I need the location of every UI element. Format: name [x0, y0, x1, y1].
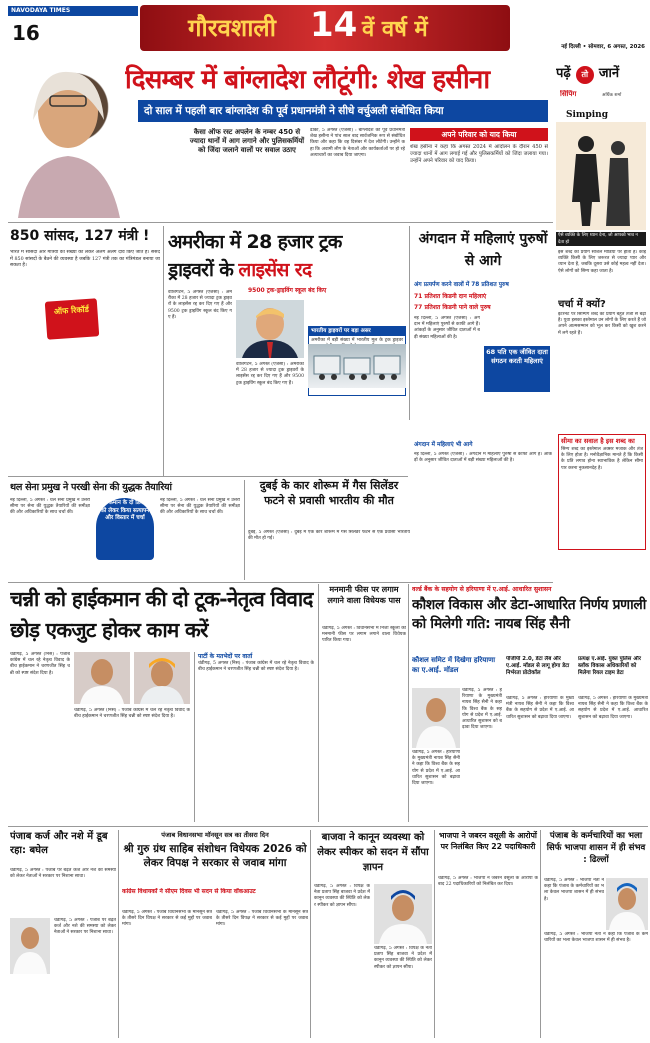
- sidebar-title: [556, 62, 648, 84]
- lead-body: ढाका, 5 अगस्त (एजेंसी) : बांग्लादेश की पूर्व प्रधानमंत्री शेख हसीना ने पांच साल बाद सार्वजनिक रूप से संबोधित किया और कहा कि वह दिसंबर में देश लौटेंगी। उन्होंने कहा कि अवामी लीग के नेताओं और कार्यकर्ताओं पर हो रहे अत्याचारों का जवाब दिया जाएगा।: [310, 128, 405, 158]
- skill-body: चंडीगढ़, 5 अगस्त : हरियाणा के मुख्यमंत्री नायब सिंह सैनी ने कहा कि विश्व बैंक के सहयोग से प्रदेश में ए.आई. आधारित सुशासन को बढ़ावा दिया जाएगा।: [462, 688, 502, 731]
- bajwa-headline: बाजवा ने कानून व्यवस्था को लेकर स्पीकर को सदन में सौंपा ज्ञापन: [317, 832, 429, 873]
- channi-headline: चन्नी को हाईकमान की दो टूक-नेतृत्व विवाद छोड़ एकजुट होकर काम करें: [10, 587, 313, 642]
- sidebar-title-b: जानें: [598, 66, 620, 81]
- us-headline-row2: [168, 256, 408, 284]
- thal-divider: [8, 476, 408, 477]
- mps-badge: [45, 298, 100, 340]
- emp-body-2: चंडीगढ़, 5 अगस्त : भाजपा नेता ने कहा कि पंजाब के कर्मचारियों का भला केवल भाजपा शासन में ही संभव है।: [544, 932, 648, 944]
- sidebar-title-a: पढ़ें: [556, 66, 571, 81]
- emp-headline: पंजाब के कर्मचारियों का भला सिर्फ भाजपा शासन में ही संभव : ढिल्लों: [546, 831, 646, 865]
- emp-photo: [606, 878, 648, 930]
- trucks-icon: [308, 344, 406, 388]
- thal-headline: थल सेना प्रमुख ने परखी सेना की युद्धक तैयारियां: [10, 482, 172, 493]
- banner-title: गौरवशाली: [188, 13, 276, 42]
- lead-headline: दिसम्बर में बांग्लादेश लौटूंगी: शेख हसीना: [125, 65, 490, 95]
- skill-side-1: पीजीपी 2.0, डेटा लैब और ए.आई. मॉडल से लागू होगा डेटा निर्भरता प्रोटोकॉल: [506, 656, 570, 677]
- skill-kicker: वर्ल्ड बैंक के सहयोग से हरियाणा में ए.आई. आधारित सुशासन: [412, 586, 552, 593]
- anganwadi-stat-1: 71 प्रतिशत किडनी दान महिलाएं: [414, 293, 487, 300]
- sidebar-body: इस शब्द का प्रयोग सोशल मीडिया पर होता है। कोई व्यक्ति किसी के लिए जरूरत से ज्यादा प्यार और ध्यान देता है, जबकि दूसरा उसे कोई महत्व नहीं देता। ऐसे लोगों को सिम्प कहा जाता है।: [558, 250, 646, 274]
- skill-side-2-body: चंडीगढ़, 5 अगस्त : हरियाणा के मुख्यमंत्री नायब सिंह सैनी ने कहा कि विश्व बैंक के सहयोग से प्रदेश में ए.आई. आधारित सुशासन को बढ़ावा दिया जाएगा।: [578, 696, 648, 720]
- skill-side-1-body: चंडीगढ़, 5 अगस्त : हरियाणा के मुख्यमंत्री नायब सिंह सैनी ने कहा कि विश्व बैंक के सहयोग से प्रदेश में ए.आई. आधारित सुशासन को बढ़ावा दिया जाएगा।: [506, 696, 574, 720]
- thal-callout: सेना कमान के दो डिवीजन को लेकर किया सत्यापन और विस्तार में चर्चा: [96, 498, 154, 560]
- channi-inset-body: चंडीगढ़, 5 अगस्त (निस) : पंजाब कांग्रेस में चल रहे नेतृत्व विवाद के बीच हाईकमान ने चरणजीत सिंह चन्नी को स्पष्ट संदेश दिया है।: [198, 661, 314, 673]
- trump-portrait-icon: [236, 300, 304, 358]
- dateline: नई दिल्ली • सोमवार, 6 अगस्त, 2026: [561, 44, 645, 50]
- emp-body: चंडीगढ़, 5 अगस्त : भाजपा नेता ने कहा कि पंजाब के कर्मचारियों का भला केवल भाजपा शासन में ही संभव है।: [544, 878, 604, 902]
- bagha-body: चंडीगढ़, 5 अगस्त : पंजाब पर बढ़ते कर्ज और नशे की समस्या को लेकर नेताओं ने सरकार पर निशाना साधा।: [10, 868, 116, 880]
- sidebar-column-name: सिंपिंग: [560, 90, 577, 98]
- lead-photo: [8, 60, 128, 218]
- bajwa-vdivider: [434, 830, 435, 1038]
- couple-silhouette-icon: [556, 122, 646, 230]
- dubai-body: दुबई, 5 अगस्त (एजेंसी) : दुबई में एक कार शोरूम में गैस सिलेंडर फटने से एक प्रवासी भारतीय की मौत हो गई।: [248, 530, 410, 542]
- hasina-portrait-icon: [8, 60, 128, 218]
- anganwadi-headline: अंगदान में महिलाएं पुरुषों से आगे: [418, 231, 548, 269]
- sidebar-boxed-heading: सीमा का सवाल है इस शब्द का: [561, 437, 635, 445]
- session-vdivider: [310, 830, 311, 1038]
- sidebar-title-circle: तो: [576, 66, 594, 84]
- anganwadi-highlight: 68 पति एक जीवित दाता संगठन करती महिलाएं: [484, 346, 550, 392]
- us-box-heading: भारतीय ड्राइवरों पर बड़ा असर: [309, 327, 405, 336]
- lead-body-2: शेख हसीना ने कहा कि अगस्त 2024 में आंदोलन के दौरान 450 से ज्यादा थानों में आग लगाई गई और पुलिसकर्मियों को जिंदा जलाया गया। उन्होंने अपने परिवार को याद किया।: [410, 144, 548, 164]
- channi-body: चंडीगढ़, 5 अगस्त (निस) : पंजाब कांग्रेस में चल रहे नेतृत्व विवाद के बीच हाईकमान ने चरणजीत सिंह चन्नी को स्पष्ट संदेश दिया है।: [10, 652, 70, 676]
- mps-badge-label: ऑफ रिकॉर्ड: [53, 304, 90, 317]
- sidebar-charcha-body: इंटरनेट पर सिम्पिंग शब्द का प्रयोग बहुत तेजी से बढ़ा है। युवा इसका इस्तेमाल उन लोगों के लिए करते हैं जो अपने आत्मसम्मान को भूल कर किसी को खुश करने में लगे रहते हैं।: [558, 312, 646, 336]
- bagha-photo: [10, 918, 50, 974]
- us-trucks-image: [308, 344, 406, 388]
- bagha-body-2: चंडीगढ़, 5 अगस्त : पंजाब पर बढ़ते कर्ज और नशे की समस्या को लेकर नेताओं ने सरकार पर निशाना साधा।: [54, 918, 116, 936]
- paper-name: NAVODAYA TIMES: [11, 7, 71, 14]
- sidebar-boxed: [558, 434, 646, 550]
- session-headline: श्री गुरु ग्रंथ साहिब संशोधन विधेयक 2026 को लेकर विपक्ष ने सरकार से जवाब मांगा: [123, 843, 307, 869]
- channi-photo-1: [74, 652, 130, 704]
- us-box-body: अमरीका में बड़ी संख्या में भारतीय मूल के ट्रक ड्राइवर: [311, 338, 403, 343]
- thal-vdivider: [244, 480, 245, 580]
- sidebar-charcha-heading: चर्चा में क्यों?: [558, 299, 606, 310]
- bjp-headline: भाजपा ने जबरन वसूली के आरोपों पर निलंबित किए 22 पदाधिकारी: [439, 831, 537, 851]
- channi-divider: [8, 582, 553, 583]
- anganwadi-stat-2: 77 प्रतिशत किडनी पाने वाले पुरुष: [414, 304, 491, 311]
- sidebar-illustration: [556, 122, 646, 230]
- nayab-saini-portrait-icon: [412, 688, 460, 748]
- dubai-headline: दुबई के कार शोरूम में गैस सिलेंडर फटने से प्रवासी भारतीय की मौत: [259, 479, 399, 507]
- lead-quote: कैसा ऑफ रस्ट अपलेन के नम्बर 450 से ज्यादा थानों में आग लगाने और पुलिसकर्मियों को जिंदा जलाने वालों पर सवाल उठाए: [189, 128, 305, 155]
- banner-suffix: वें वर्ष में: [362, 16, 428, 42]
- page-number: 16: [12, 22, 40, 44]
- channi-photo-2: [134, 652, 190, 704]
- skill-headline: कौशल विकास और डेटा-आधारित निर्णय प्रणाली को मिलेगी गति: नायब सिंह सैनी: [412, 597, 647, 632]
- us-trump-photo: [236, 300, 304, 358]
- anniversary-banner: [140, 5, 510, 51]
- fees-headline: मनमानी फीस पर लगाम लगाने वाला विधेयक पास: [327, 585, 401, 605]
- bagha-headline: पंजाब कर्ज और नशे में डूब रहा: बघेल: [10, 831, 108, 856]
- channi-vdivider: [318, 584, 319, 822]
- lead-subhead: दो साल में पहली बार बांग्लादेश की पूर्व प्रधानमंत्री ने सीधे वर्चुअली संबोधित किया: [138, 100, 548, 122]
- paper-name-strip: [8, 6, 138, 16]
- anganwadi-subhead: अंग प्रत्यर्पण करने वालों में 78 प्रतिशत पुरुष: [414, 282, 509, 288]
- us-divider: [409, 226, 410, 420]
- us-headline-3: लाइसेंस रद: [238, 259, 312, 281]
- us-headline-1: अमरीका में 28 हजार ट्रक: [168, 231, 342, 252]
- bagha-vdivider: [118, 830, 119, 1038]
- anganwadi-body: नई दिल्ली, 5 अगस्त (एजेंसी) : अंगदान में महिलाएं पुरुषों से काफी आगे हैं। आंकड़ों के अनुसार जीवित दाताओं में बड़ी संख्या महिलाओं की है।: [414, 316, 480, 340]
- skill-photo: [412, 688, 460, 748]
- us-body: वाशिंगटन, 5 अगस्त (एजेंसी) : अमरीका में 28 हजार से ज्यादा ट्रक ड्राइवरों के लाइसेंस रद्द कर दिए गए हैं और 9500 ट्रक ड्राइविंग स्कूल बंद किए गए हैं।: [168, 290, 232, 320]
- lead-divider: [8, 222, 553, 223]
- bajwa-body: चंडीगढ़, 5 अगस्त : विपक्ष के नेता प्रताप सिंह बाजवा ने प्रदेश में कानून व्यवस्था की स्थिति को लेकर स्पीकर को ज्ञापन सौंपा।: [314, 884, 370, 908]
- bottom-divider: [8, 826, 648, 827]
- mps-body: भारत में सांसदों और मंत्रियों की संख्या को लेकर अलग अलग दावे किए जाते हैं। संसद में 850 सांसदों के बैठने की व्यवस्था है जबकि 127 मंत्री तक का मंत्रिमंडल बनाया जा सकता है।: [10, 250, 160, 269]
- lead-kicker: अपने परिवार को याद किया: [410, 128, 548, 141]
- channi-body-2: चंडीगढ़, 5 अगस्त (निस) : पंजाब कांग्रेस में चल रहे नेतृत्व विवाद के बीच हाईकमान ने चरणजीत सिंह चन्नी को स्पष्ट संदेश दिया है।: [74, 708, 190, 720]
- anganwadi-subhead-2: अंगदान में महिलाएं भी आगे: [414, 442, 473, 448]
- skill-bullet: कौशल समिट में दिखेगा हरियाणा का ए.आई. मॉडल: [412, 656, 496, 674]
- fees-vdivider: [408, 584, 409, 822]
- skill-side-2: प्रत्यक्ष ए.आई. युक्त पुलिस और ब्लॉक विकास अधिकारियों को मिलेगा रियल टाइम डेटा: [578, 656, 641, 677]
- mps-divider: [163, 226, 164, 476]
- session-body: चंडीगढ़, 5 अगस्त : पंजाब विधानसभा के मॉनसून सत्र के तीसरे दिन विपक्ष ने सरकार से कई मुद्दों पर जवाब मांगा।: [122, 910, 212, 928]
- bajwa-portrait-icon: [374, 884, 432, 944]
- fees-body: चंडीगढ़, 5 अगस्त : विधानसभा में निजी स्कूलों की मनमानी फीस पर लगाम लगाने वाला विधेयक पारित किया गया।: [322, 626, 406, 644]
- dhillon-portrait-icon: [606, 878, 648, 930]
- sidebar-tag: Simping: [566, 110, 608, 120]
- session-kicker: पंजाब विधानसभा मॉनसून सत्र का तीसरा दिन: [161, 831, 269, 839]
- mps-heading: 850 सांसद, 127 मंत्री !: [10, 228, 150, 244]
- bjp-body: चंडीगढ़, 5 अगस्त : भाजपा ने जबरन वसूली के आरोपों के बाद 22 पदाधिकारियों को निलंबित कर दिया।: [438, 876, 538, 888]
- bjp-vdivider: [540, 830, 541, 1038]
- bagha-portrait-icon: [10, 918, 50, 974]
- anganwadi-body-2: नई दिल्ली, 5 अगस्त (एजेंसी) : अंगदान में महिलाएं पुरुषों से काफी आगे हैं। आंकड़ों के अनुसार जीवित दाताओं में बड़ी संख्या महिलाओं की है।: [414, 452, 552, 464]
- channi-inset-heading: पार्टी के मतभेदों पर वार्ता: [198, 653, 253, 660]
- us-headline-2: ड्राइवरों के: [168, 259, 234, 281]
- politician-portrait-icon: [74, 652, 130, 704]
- session-bullet: कांग्रेस विधायकों ने सीएम दिवस भी सदन से किया वॉकआउट: [122, 888, 256, 895]
- masthead: [0, 0, 650, 58]
- sidebar-column-sub: अर्थिक शर्मा: [602, 93, 622, 98]
- sidebar-caption: ऐसे व्यक्ति के लिए ध्यान देना, जो आपको भाव न देता हो: [556, 232, 646, 246]
- thal-body-2: नई दिल्ली, 5 अगस्त : थल सेना प्रमुख ने उत्तरी सीमा पर सेना की युद्धक तैयारियों की समीक्षा की और अधिकारियों के साथ चर्चा की।: [160, 498, 240, 516]
- turbaned-politician-icon: [134, 652, 190, 704]
- bajwa-body-2: चंडीगढ़, 5 अगस्त : विपक्ष के नेता प्रताप सिंह बाजवा ने प्रदेश में कानून व्यवस्था की स्थिति को लेकर स्पीकर को ज्ञापन सौंपा।: [374, 946, 432, 970]
- sidebar-boxed-body: सिम्प शब्द का इस्तेमाल अक्सर मजाक और तंज के लिए होता है। मनोवैज्ञानिक मानते हैं कि किसी के प्रति लगाव होना स्वाभाविक है लेकिन सीमा पार करना नुकसानदेह है।: [561, 447, 643, 471]
- bajwa-photo: [374, 884, 432, 944]
- session-body-2: चंडीगढ़, 5 अगस्त : पंजाब विधानसभा के मॉनसून सत्र के तीसरे दिन विपक्ष ने सरकार से कई मुद्दों पर जवाब मांगा।: [216, 910, 308, 928]
- us-body-2: वाशिंगटन, 5 अगस्त (एजेंसी) : अमरीका में 28 हजार से ज्यादा ट्रक ड्राइवरों के लाइसेंस रद्द कर दिए गए हैं और 9500 ट्रक ड्राइविंग स्कूल बंद किए गए हैं।: [236, 362, 304, 386]
- thal-body: नई दिल्ली, 5 अगस्त : थल सेना प्रमुख ने उत्तरी सीमा पर सेना की युद्धक तैयारियों की समीक्षा की और अधिकारियों के साथ चर्चा की।: [10, 498, 90, 516]
- channi-inset: [194, 652, 314, 822]
- banner-number: 14: [310, 5, 358, 45]
- skill-body-2: चंडीगढ़, 5 अगस्त : हरियाणा के मुख्यमंत्री नायब सिंह सैनी ने कहा कि विश्व बैंक के सहयोग से प्रदेश में ए.आई. आधारित सुशासन को बढ़ावा दिया जाएगा।: [412, 750, 460, 787]
- us-subhead: 9500 ट्रक-ड्राइविंग स्कूल बंद किए: [248, 287, 327, 294]
